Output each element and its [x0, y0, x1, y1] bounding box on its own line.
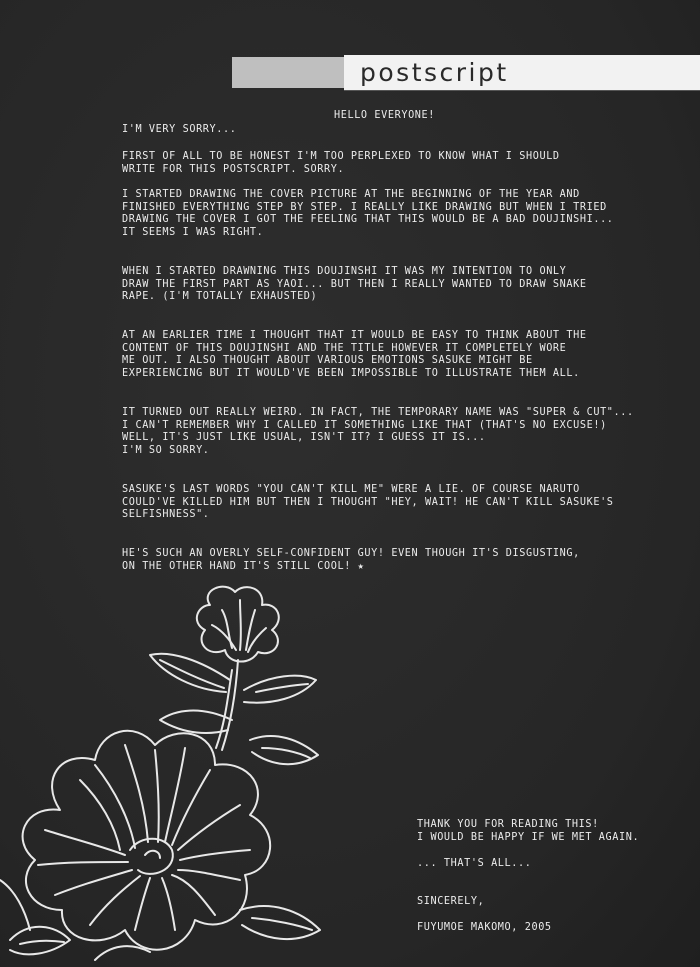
closing-thats-all: ... THAT'S ALL...	[417, 858, 532, 869]
paragraph-apology: I'M VERY SORRY...	[122, 124, 237, 135]
paragraph-weird: IT TURNED OUT REALLY WEIRD. IN FACT, THE TEMPORARY NAME WAS "SUPER & CUT"... I CAN'T REMEMBER WHY I CALLED IT SOMETHING LIKE THAT (THAT'S NO EXCUSE!) WELL, IT'S JUST LIKE USUAL, ISN'T IT? I GUESS IT IS... I'M SO SORRY.	[122, 407, 634, 456]
closing-sincerely: SINCERELY,	[417, 896, 485, 907]
paragraph-cover: I STARTED DRAWING THE COVER PICTURE AT THE BEGINNING OF THE YEAR AND FINISHED EVERYTHING STEP BY STEP. I REALLY LIKE DRAWING BUT WHEN I TRIED DRAWING THE COVER I GOT THE FEELING THAT THIS WOULD BE A BAD DOUJINSHI... IT SEEMS I WAS RIGHT.	[122, 189, 614, 238]
greeting: HELLO EVERYONE!	[334, 110, 436, 121]
title-underline	[344, 90, 700, 91]
closing-thanks: THANK YOU FOR READING THIS! I WOULD BE HAPPY IF WE MET AGAIN.	[417, 819, 640, 843]
page-title: postscript	[360, 58, 509, 87]
paragraph-perplexed: FIRST OF ALL TO BE HONEST I'M TOO PERPLEXED TO KNOW WHAT I SHOULD WRITE FOR THIS POSTSCRIPT. SORRY.	[122, 151, 560, 175]
paragraph-intention: WHEN I STARTED DRAWNING THIS DOUJINSHI IT WAS MY INTENTION TO ONLY DRAW THE FIRST PART AS YAOI... BUT THEN I REALLY WANTED TO DRAW SNAKE RAPE. (I'M TOTALLY EXHAUSTED)	[122, 266, 587, 303]
paragraph-cool: HE'S SUCH AN OVERLY SELF-CONFIDENT GUY! EVEN THOUGH IT'S DISGUSTING, ON THE OTHER HAND IT'S STILL COOL! ★	[122, 548, 580, 572]
paragraph-last-words: SASUKE'S LAST WORDS "YOU CAN'T KILL ME" WERE A LIE. OF COURSE NARUTO COULD'VE KILLED HIM BUT THEN I THOUGHT "HEY, WAIT! HE CAN'T KILL SASUKE'S SELFISHNESS".	[122, 484, 614, 521]
paragraph-content: AT AN EARLIER TIME I THOUGHT THAT IT WOULD BE EASY TO THINK ABOUT THE CONTENT OF THIS DOUJINSHI AND THE TITLE HOWEVER IT COMPLETELY WORE ME OUT. I ALSO THOUGHT ABOUT VARIOUS EMOTIONS SASUKE MIGHT BE EXPERIENCING BUT IT WOULD'VE BEEN IMPOSSIBLE TO ILLUSTRATE THEM ALL.	[122, 330, 587, 379]
peony-flower-illustration	[0, 580, 340, 967]
closing-signature: FUYUMOE MAKOMO, 2005	[417, 922, 552, 933]
title-bar-accent	[232, 57, 344, 88]
